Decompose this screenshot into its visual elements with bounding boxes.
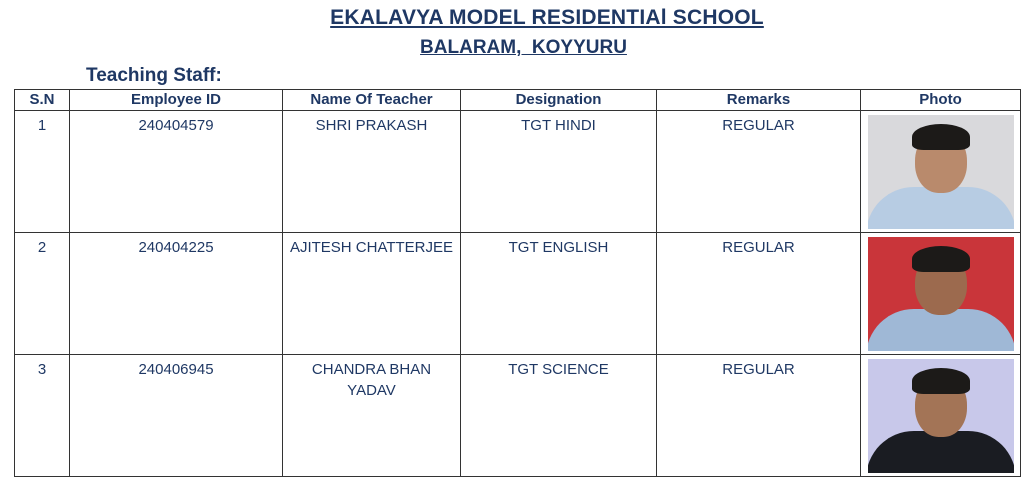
cell-designation: TGT ENGLISH bbox=[461, 233, 657, 355]
cell-sn: 3 bbox=[15, 355, 70, 477]
cell-remarks: REGULAR bbox=[657, 111, 861, 233]
cell-photo bbox=[861, 355, 1021, 477]
cell-teacher-name: SHRI PRAKASH bbox=[283, 111, 461, 233]
section-heading: Teaching Staff: bbox=[86, 65, 222, 86]
cell-sn: 2 bbox=[15, 233, 70, 355]
cell-teacher-name: AJITESH CHATTERJEE bbox=[283, 233, 461, 355]
column-header-remarks: Remarks bbox=[657, 90, 861, 111]
table-header-row bbox=[15, 90, 1021, 111]
cell-sn: 1 bbox=[15, 111, 70, 233]
table-row bbox=[15, 233, 1021, 355]
column-header-name: Name Of Teacher bbox=[283, 90, 461, 111]
cell-designation: TGT HINDI bbox=[461, 111, 657, 233]
cell-employee-id: 240404225 bbox=[70, 233, 283, 355]
school-title: EKALAVYA MODEL RESIDENTIAl SCHOOL bbox=[330, 6, 764, 29]
school-location: BALARAM, KOYYURU bbox=[420, 37, 627, 58]
cell-designation: TGT SCIENCE bbox=[461, 355, 657, 477]
cell-photo bbox=[861, 233, 1021, 355]
teacher-photo bbox=[868, 237, 1014, 351]
table-row bbox=[15, 111, 1021, 233]
teacher-photo bbox=[868, 115, 1014, 229]
cell-remarks: REGULAR bbox=[657, 355, 861, 477]
column-header-sn: S.N bbox=[15, 90, 70, 111]
cell-remarks: REGULAR bbox=[657, 233, 861, 355]
cell-employee-id: 240406945 bbox=[70, 355, 283, 477]
cell-photo bbox=[861, 111, 1021, 233]
teacher-photo bbox=[868, 359, 1014, 473]
table-row bbox=[15, 355, 1021, 477]
column-header-employee-id: Employee ID bbox=[70, 90, 283, 111]
cell-teacher-name: CHANDRA BHAN YADAV bbox=[283, 355, 461, 477]
staff-table bbox=[14, 89, 1021, 477]
column-header-designation: Designation bbox=[461, 90, 657, 111]
column-header-photo: Photo bbox=[861, 90, 1021, 111]
cell-employee-id: 240404579 bbox=[70, 111, 283, 233]
